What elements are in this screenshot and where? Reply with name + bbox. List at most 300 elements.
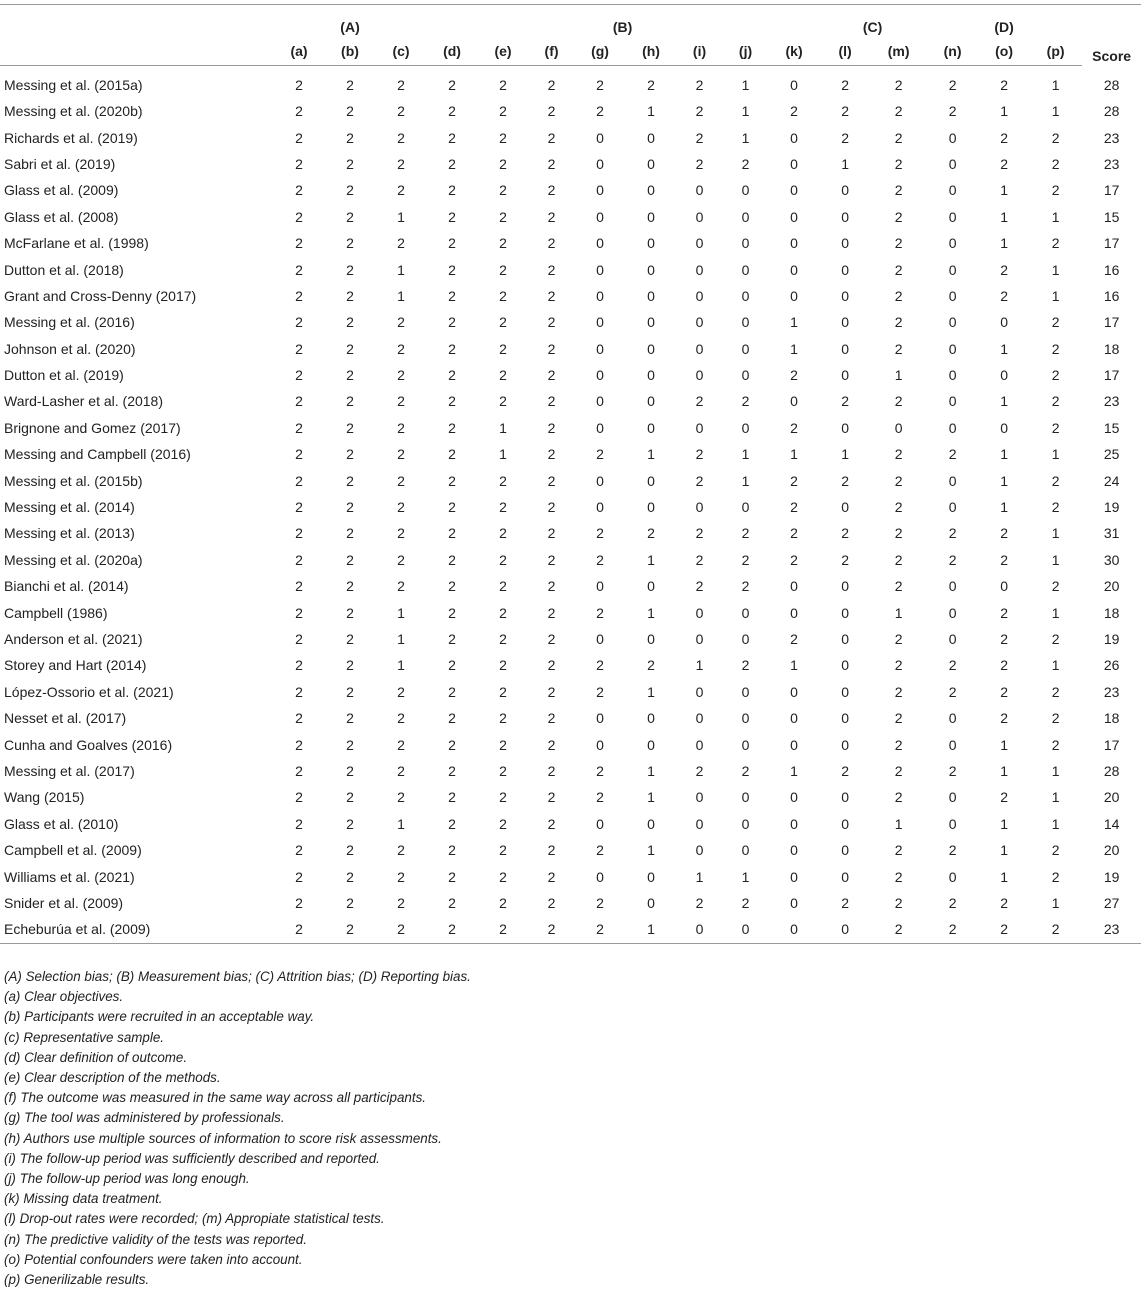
study-name: Messing et al. (2015a) (4, 77, 143, 93)
table-row (0, 467, 1141, 493)
criterion-score-cell: 2 (1051, 367, 1060, 384)
column-header: (j) (722, 37, 769, 66)
criterion-score-cell: 0 (841, 604, 849, 621)
criterion-score-cell: 2 (948, 446, 957, 463)
criterion-score-cell: 2 (596, 762, 604, 779)
criterion-score-cell: 2 (346, 77, 354, 93)
criterion-score-cell: 0 (841, 367, 849, 384)
criterion-score-cell: 2 (295, 235, 303, 252)
criterion-score-cell: 2 (499, 182, 507, 199)
criterion-score-cell: 2 (499, 155, 507, 172)
criterion-score-cell: 2 (547, 604, 556, 621)
criterion-score-cell: 0 (741, 235, 750, 252)
criterion-score-cell: 2 (295, 789, 303, 806)
criterion-score-cell: 2 (346, 762, 354, 779)
total-score-cell: 24 (1103, 472, 1120, 489)
criterion-score-cell: 0 (695, 499, 704, 516)
criterion-score-cell: 2 (346, 499, 354, 516)
criterion-score-cell: 2 (741, 155, 750, 172)
criterion-score-cell: 0 (741, 631, 750, 647)
criterion-score-cell: 2 (426, 916, 478, 943)
criterion-score-cell: 2 (894, 525, 903, 542)
total-score-cell: 30 (1103, 551, 1120, 568)
criterion-score-cell: 1 (741, 103, 750, 120)
criterion-score-cell: 0 (647, 868, 655, 885)
criterion-score-cell: 0 (841, 287, 849, 304)
criterion-score-cell: 1 (1051, 525, 1060, 542)
criterion-score-cell: 0 (596, 631, 604, 647)
criterion-score-cell: 2 (647, 657, 655, 674)
criterion-score-cell: 1 (1000, 446, 1008, 463)
criterion-score-cell: 2 (547, 551, 556, 568)
criterion-score-cell: 0 (841, 815, 849, 832)
criterion-score-cell: 0 (948, 235, 957, 252)
table-row (0, 230, 1141, 256)
criterion-score-cell: 2 (547, 182, 556, 199)
criterion-score-cell: 2 (346, 340, 354, 357)
table-row (0, 731, 1141, 757)
total-score-cell: 23 (1082, 916, 1141, 943)
study-name: Messing et al. (2020a) (4, 551, 143, 568)
criterion-score-cell: 0 (695, 367, 704, 384)
criterion-score-cell: 1 (790, 340, 798, 357)
criterion-score-cell: 0 (596, 393, 604, 410)
criterion-score-cell: 0 (695, 182, 704, 199)
criterion-score-cell: 2 (397, 314, 405, 331)
criterion-score-cell: 0 (841, 578, 849, 595)
table-row (0, 66, 1141, 99)
footnote-line: (j) The follow-up period was long enough. (4, 1171, 250, 1187)
criterion-score-cell: 2 (926, 916, 979, 943)
criterion-score-cell: 0 (695, 314, 704, 331)
criterion-score-cell: 2 (499, 208, 507, 225)
group-header-row (0, 5, 1141, 38)
criterion-score-cell: 1 (1051, 446, 1060, 463)
criterion-score-cell: 1 (647, 103, 655, 120)
criterion-score-cell: 0 (596, 314, 604, 331)
footnote-line: (d) Clear definition of outcome. (4, 1049, 188, 1065)
criterion-score-cell: 2 (397, 683, 405, 700)
criterion-score-cell: 1 (647, 762, 655, 779)
criterion-score-cell: 1 (647, 446, 655, 463)
criterion-score-cell: 2 (596, 446, 604, 463)
criterion-score-cell: 0 (948, 261, 957, 278)
total-score-cell: 17 (1103, 182, 1120, 199)
criterion-score-cell: 0 (741, 419, 750, 436)
criterion-score-cell: 2 (346, 631, 354, 647)
criterion-score-cell: 2 (499, 393, 507, 410)
criterion-score-cell: 2 (346, 287, 354, 304)
criterion-score-cell: 2 (346, 129, 354, 146)
criterion-score-cell: 1 (841, 155, 849, 172)
table-row (0, 283, 1141, 309)
criterion-score-cell: 2 (695, 472, 704, 489)
criterion-score-cell: 2 (295, 182, 303, 199)
criterion-score-cell: 2 (948, 842, 957, 859)
total-score-cell: 17 (1103, 235, 1120, 252)
criterion-score-cell: 1 (1000, 736, 1008, 753)
criterion-score-cell: 0 (790, 736, 798, 753)
criterion-score-cell: 2 (397, 129, 405, 146)
group-header: (C) (862, 19, 883, 35)
criterion-score-cell: 2 (397, 367, 405, 384)
criterion-score-cell: 2 (346, 261, 354, 278)
criterion-score-cell: 2 (448, 340, 456, 357)
criterion-score-cell: 2 (547, 499, 556, 516)
criterion-score-cell: 2 (894, 77, 903, 93)
criterion-score-cell: 2 (499, 77, 507, 93)
criterion-score-cell: 1 (1000, 499, 1008, 516)
study-name: Messing et al. (2014) (4, 499, 135, 516)
footnote-line: (g) The tool was administered by professionals. (4, 1110, 285, 1126)
criterion-score-cell: 2 (1000, 551, 1008, 568)
criterion-score-cell: 2 (948, 103, 957, 120)
study-name: Sabri et al. (2019) (4, 155, 116, 172)
study-name: Nesset et al. (2017) (4, 710, 127, 727)
column-header: (o) (979, 37, 1029, 66)
criterion-score-cell: 0 (596, 472, 604, 489)
criterion-score-cell: 2 (1051, 472, 1060, 489)
criterion-score-cell: 2 (894, 446, 903, 463)
criterion-score-cell: 0 (790, 77, 798, 93)
header-blank (0, 5, 274, 38)
criterion-score-cell: 2 (547, 842, 556, 859)
criterion-score-cell: 2 (695, 446, 704, 463)
criterion-score-cell: 2 (596, 77, 604, 93)
criterion-score-cell: 0 (596, 155, 604, 172)
criterion-score-cell: 2 (841, 129, 849, 146)
criterion-score-cell: 2 (295, 604, 303, 621)
criterion-score-cell: 2 (499, 525, 507, 542)
criterion-score-cell: 2 (448, 208, 456, 225)
criterion-score-cell: 0 (948, 868, 957, 885)
column-header: (i) (677, 37, 722, 66)
criterion-score-cell: 0 (948, 736, 957, 753)
total-score-cell: 15 (1103, 419, 1120, 436)
criterion-score-cell: 0 (695, 842, 704, 859)
criterion-score-cell: 1 (397, 815, 405, 832)
criterion-score-cell: 1 (841, 446, 849, 463)
criterion-score-cell: 1 (397, 657, 405, 674)
table-row (0, 415, 1141, 441)
table-row (0, 256, 1141, 282)
criterion-score-cell: 0 (596, 868, 604, 885)
criterion-score-cell: 1 (1000, 472, 1008, 489)
study-name: Dutton et al. (2019) (4, 367, 124, 384)
criterion-score-cell: 1 (647, 789, 655, 806)
criterion-score-cell: 0 (841, 631, 849, 647)
criterion-score-cell: 2 (274, 916, 324, 943)
total-score-cell: 19 (1103, 499, 1120, 516)
criterion-score-cell: 2 (499, 736, 507, 753)
criterion-score-cell: 2 (547, 762, 556, 779)
total-score-cell: 14 (1103, 815, 1120, 832)
criterion-score-cell: 2 (894, 182, 903, 199)
criterion-score-cell: 1 (1051, 103, 1060, 120)
footnote-line: (b) Participants were recruited in an acceptable way. (4, 1009, 315, 1025)
table-row (0, 547, 1141, 573)
criterion-score-cell: 0 (647, 815, 655, 832)
footnote-line: (a) Clear objectives. (4, 989, 124, 1005)
criterion-score-cell: 2 (547, 472, 556, 489)
criterion-score-cell: 2 (295, 129, 303, 146)
criterion-score-cell: 2 (894, 683, 903, 700)
table-row (0, 124, 1141, 150)
criterion-score-cell: 1 (1051, 261, 1060, 278)
criterion-score-cell: 2 (547, 367, 556, 384)
criterion-score-cell: 2 (841, 551, 849, 568)
criterion-score-cell: 0 (790, 842, 798, 859)
criterion-score-cell: 2 (979, 916, 1029, 943)
table-row (0, 204, 1141, 230)
criterion-score-cell: 2 (397, 710, 405, 727)
group-header: (B) (612, 19, 633, 35)
criterion-score-cell: 1 (1000, 393, 1008, 410)
criterion-score-cell: 2 (894, 393, 903, 410)
criterion-score-cell: 2 (448, 551, 456, 568)
criterion-score-cell: 2 (1051, 710, 1060, 727)
column-header-row (0, 37, 1141, 66)
criterion-score-cell: 2 (1000, 287, 1008, 304)
criterion-score-cell: 2 (346, 525, 354, 542)
criterion-score-cell: 2 (547, 657, 556, 674)
total-score-cell: 28 (1103, 762, 1120, 779)
study-name: Campbell (1986) (4, 604, 108, 621)
criterion-score-cell: 2 (841, 472, 849, 489)
total-score-cell: 23 (1103, 683, 1120, 700)
criterion-score-cell: 2 (841, 894, 849, 911)
column-header: (m) (871, 37, 926, 66)
criterion-score-cell: 2 (295, 287, 303, 304)
criterion-score-cell: 0 (790, 789, 798, 806)
criterion-score-cell: 0 (948, 129, 957, 146)
criterion-score-cell: 0 (948, 419, 957, 436)
criterion-score-cell: 2 (695, 77, 704, 93)
criterion-score-cell: 2 (547, 77, 556, 93)
criterion-score-cell: 2 (478, 916, 528, 943)
criterion-score-cell: 0 (741, 736, 750, 753)
criterion-score-cell: 1 (397, 604, 405, 621)
criterion-score-cell: 2 (397, 155, 405, 172)
criterion-score-cell: 2 (547, 208, 556, 225)
criterion-score-cell: 2 (295, 815, 303, 832)
criterion-score-cell: 2 (894, 762, 903, 779)
table-row (0, 177, 1141, 203)
criterion-score-cell: 2 (841, 77, 849, 93)
criterion-score-cell: 2 (596, 842, 604, 859)
criterion-score-cell: 2 (346, 842, 354, 859)
criterion-score-cell: 0 (695, 419, 704, 436)
criterion-score-cell: 2 (596, 894, 604, 911)
study-name: Messing et al. (2016) (4, 314, 135, 331)
criterion-score-cell: 2 (547, 393, 556, 410)
criterion-score-cell: 2 (948, 657, 957, 674)
criterion-score-cell: 1 (1000, 762, 1008, 779)
criterion-score-cell: 0 (741, 499, 750, 516)
criterion-score-cell: 0 (647, 499, 655, 516)
criterion-score-cell: 0 (596, 815, 604, 832)
criterion-score-cell: 2 (894, 340, 903, 357)
criterion-score-cell: 2 (790, 525, 798, 542)
criterion-score-cell: 2 (841, 393, 849, 410)
criterion-score-cell: 2 (948, 683, 957, 700)
criterion-score-cell: 2 (1051, 129, 1060, 146)
criterion-score-cell: 2 (790, 499, 798, 516)
criterion-score-cell: 0 (741, 842, 750, 859)
criterion-score-cell: 1 (1051, 815, 1060, 832)
criterion-score-cell: 2 (499, 604, 507, 621)
table-row (0, 916, 1141, 943)
criterion-score-cell: 0 (695, 208, 704, 225)
criterion-score-cell: 2 (894, 103, 903, 120)
table-row (0, 151, 1141, 177)
criterion-score-cell: 1 (790, 314, 798, 331)
criterion-score-cell: 0 (596, 710, 604, 727)
criterion-score-cell: 0 (948, 499, 957, 516)
criterion-score-cell: 2 (790, 472, 798, 489)
group-header: (D) (994, 19, 1014, 35)
total-score-cell: 28 (1103, 76, 1120, 93)
table-row (0, 309, 1141, 335)
criterion-score-cell: 2 (295, 551, 303, 568)
criterion-score-cell: 2 (346, 815, 354, 832)
criterion-score-cell: 0 (790, 393, 798, 410)
criterion-score-cell: 2 (547, 446, 556, 463)
criterion-score-cell: 2 (741, 393, 750, 410)
criterion-score-cell: 2 (448, 472, 456, 489)
criterion-score-cell: 2 (448, 419, 456, 436)
criterion-score-cell: 0 (695, 710, 704, 727)
criterion-score-cell: 2 (295, 367, 303, 384)
criterion-score-cell: 1 (1000, 815, 1008, 832)
criterion-score-cell: 2 (528, 916, 575, 943)
criterion-score-cell: 0 (596, 419, 604, 436)
table-row (0, 441, 1141, 467)
criterion-score-cell: 0 (647, 314, 655, 331)
criterion-score-cell: 2 (741, 578, 750, 595)
criterion-score-cell: 0 (596, 736, 604, 753)
criterion-score-cell: 2 (499, 868, 507, 885)
criterion-score-cell: 2 (741, 657, 750, 674)
criterion-score-cell: 2 (346, 710, 354, 727)
criterion-score-cell: 0 (596, 578, 604, 595)
table-row (0, 837, 1141, 863)
criterion-score-cell: 0 (695, 235, 704, 252)
criterion-score-cell: 0 (841, 182, 849, 199)
total-score-cell: 26 (1103, 657, 1120, 674)
criterion-score-cell: 2 (894, 551, 903, 568)
column-header: (a) (274, 37, 324, 66)
criterion-score-cell: 2 (1051, 631, 1060, 647)
criterion-score-cell: 0 (948, 472, 957, 489)
total-score-cell: 17 (1103, 736, 1120, 753)
criterion-score-cell: 2 (499, 314, 507, 331)
footnote-line: (c) Representative sample. (4, 1029, 165, 1045)
criterion-score-cell: 0 (841, 657, 849, 674)
criterion-score-cell: 2 (894, 657, 903, 674)
footnote-line: (n) The predictive validity of the tests was reported. (4, 1231, 307, 1247)
footnote-line: (l) Drop-out rates were recorded; (m) Appropiate statistical tests. (4, 1211, 385, 1227)
criterion-score-cell: 2 (1000, 129, 1008, 146)
criterion-score-cell: 0 (790, 604, 798, 621)
table-row (0, 811, 1141, 837)
column-header: (p) (1029, 37, 1082, 66)
criterion-score-cell: 2 (547, 710, 556, 727)
criterion-score-cell: 0 (647, 393, 655, 410)
criterion-score-cell: 0 (695, 631, 704, 647)
criterion-score-cell: 0 (741, 710, 750, 727)
total-score-cell: 16 (1103, 261, 1120, 278)
criterion-score-cell: 1 (1000, 182, 1008, 199)
criterion-score-cell: 2 (397, 393, 405, 410)
criterion-score-cell: 0 (647, 155, 655, 172)
total-score-cell: 20 (1103, 789, 1120, 806)
criterion-score-cell: 2 (448, 499, 456, 516)
table-row (0, 494, 1141, 520)
criterion-score-cell: 2 (499, 762, 507, 779)
criterion-score-cell: 1 (741, 446, 750, 463)
criterion-score-cell: 2 (448, 868, 456, 885)
criterion-score-cell: 2 (346, 551, 354, 568)
study-name: McFarlane et al. (1998) (4, 235, 149, 252)
criterion-score-cell: 2 (547, 261, 556, 278)
criterion-score-cell: 2 (547, 789, 556, 806)
total-score-cell: 20 (1103, 578, 1120, 595)
criterion-score-cell: 2 (397, 472, 405, 489)
criterion-score-cell: 2 (448, 446, 456, 463)
criterion-score-cell: 0 (695, 736, 704, 753)
table-row (0, 863, 1141, 889)
criterion-score-cell: 0 (841, 314, 849, 331)
table-row (0, 362, 1141, 388)
criterion-score-cell: 2 (295, 842, 303, 859)
column-header: (e) (478, 37, 528, 66)
criterion-score-cell: 2 (499, 789, 507, 806)
criterion-score-cell: 2 (1000, 261, 1008, 278)
criterion-score-cell: 2 (1000, 710, 1008, 727)
criterion-score-cell: 2 (346, 419, 354, 436)
criterion-score-cell: 2 (547, 525, 556, 542)
criterion-score-cell: 2 (596, 683, 604, 700)
criterion-score-cell: 2 (295, 419, 303, 436)
column-header: (n) (926, 37, 979, 66)
footnote-line: (f) The outcome was measured in the same way across all participants. (4, 1090, 426, 1106)
table-footnotes (4, 967, 1134, 1290)
criterion-score-cell: 0 (841, 340, 849, 357)
criterion-score-cell: 1 (741, 868, 750, 885)
study-name: Bianchi et al. (2014) (4, 578, 129, 595)
criterion-score-cell: 2 (346, 314, 354, 331)
criterion-score-cell: 2 (295, 894, 303, 911)
criterion-score-cell: 0 (647, 419, 655, 436)
criterion-score-cell: 0 (790, 868, 798, 885)
criterion-score-cell: 2 (948, 77, 957, 93)
criterion-score-cell: 2 (1051, 419, 1060, 436)
table-row (0, 784, 1141, 810)
study-name: Johnson et al. (2020) (4, 340, 136, 357)
criterion-score-cell: 2 (295, 868, 303, 885)
criterion-score-cell: 2 (295, 446, 303, 463)
criterion-score-cell: 1 (1051, 287, 1060, 304)
criterion-score-cell: 0 (841, 842, 849, 859)
criterion-score-cell: 0 (948, 314, 957, 331)
criterion-score-cell: 2 (499, 367, 507, 384)
criterion-score-cell: 0 (647, 710, 655, 727)
criterion-score-cell: 1 (397, 287, 405, 304)
criterion-score-cell: 2 (547, 815, 556, 832)
criterion-score-cell: 2 (1051, 314, 1060, 331)
criterion-score-cell: 2 (894, 710, 903, 727)
